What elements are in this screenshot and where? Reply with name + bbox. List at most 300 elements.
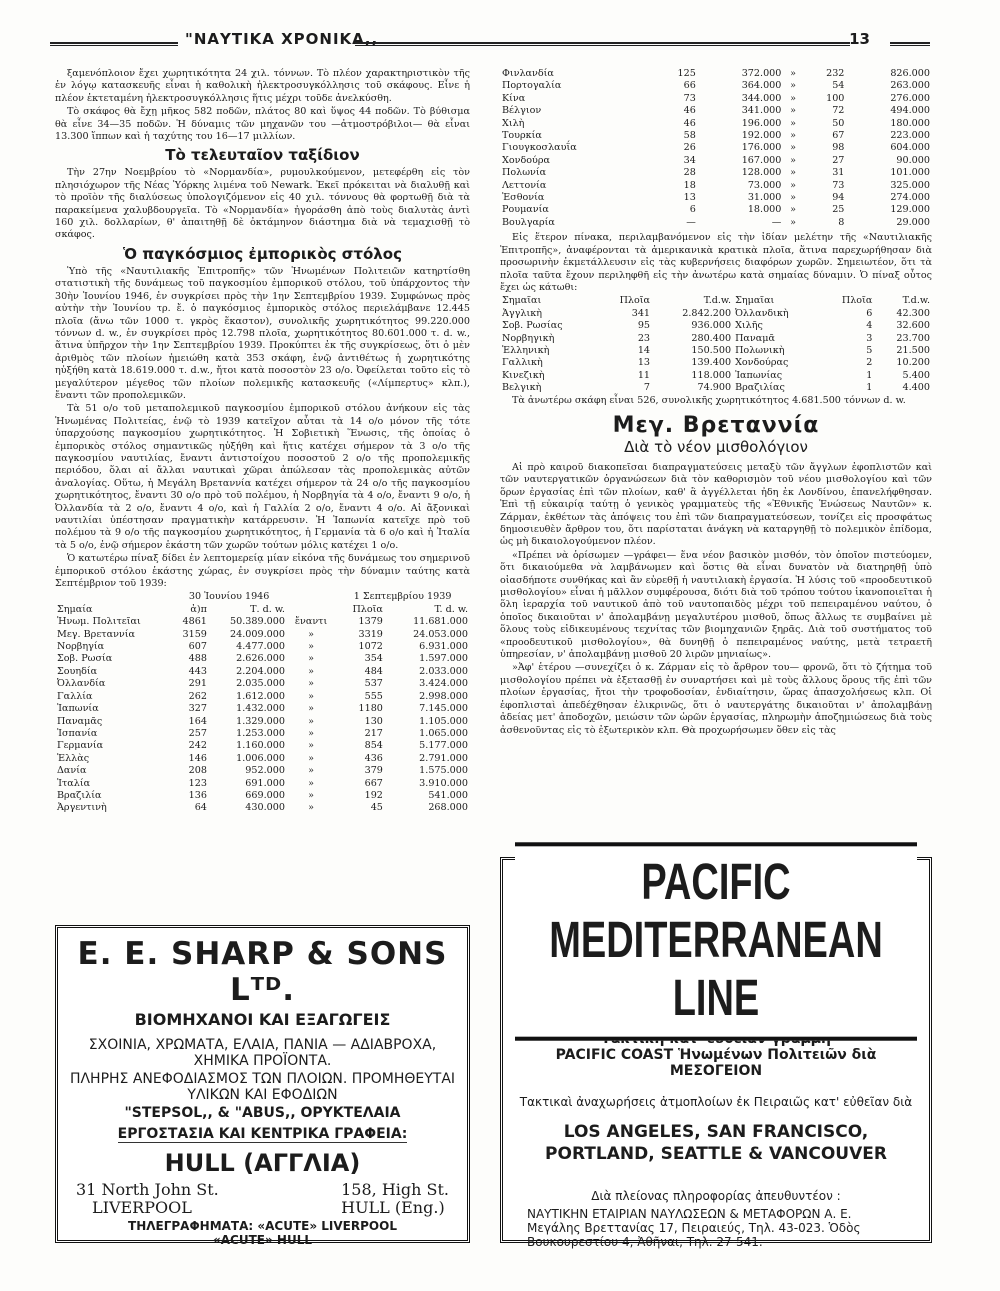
table-cell: Βελγικὴ: [502, 382, 542, 394]
table-cell: 130: [364, 715, 383, 727]
table-date-1946: 30 Ἰουνίου 1946: [188, 591, 270, 603]
page-header: [50, 30, 930, 52]
table-cell: Δανία: [57, 765, 87, 777]
table-cell: Φινλανδία: [502, 68, 554, 79]
table-row: [500, 155, 932, 167]
table-cell: »: [308, 628, 315, 640]
table-cell: Γερμανία: [57, 740, 104, 752]
table-row: [500, 357, 932, 369]
table-cell: 118.000: [691, 369, 732, 381]
table-cell: 13: [637, 357, 651, 369]
table-cell: 18.000: [747, 204, 782, 216]
table-row: [55, 703, 470, 715]
us-ships-table: [500, 295, 932, 394]
table-cell: Σοβ. Ρωσίας: [502, 320, 563, 332]
table-cell: 26: [683, 142, 696, 154]
table-cell: 344.000: [741, 92, 782, 104]
table-cell: 42.300: [896, 307, 930, 319]
table-cell: 13: [683, 192, 696, 204]
table-row: [55, 778, 470, 790]
table-cell: 494.000: [890, 105, 930, 117]
table-row: [500, 320, 932, 332]
table-row: [55, 691, 470, 703]
table-header: Πλοῖα: [841, 295, 873, 307]
table-header: Σημαῖαι: [735, 295, 775, 307]
addresses: [58, 1181, 467, 1217]
table-cell: 276.000: [890, 92, 930, 104]
table-cell: 4.477.000: [236, 641, 285, 653]
table-cell: 691.000: [245, 777, 285, 789]
paragraph: ξαμενόπλοιον ἔχει χωρητικότητα 24 χιλ. τόννων. Τὸ πλέον χαρακτηριστικὸν τῆς ἐν λόγῳ κατασκευῆς εἶναι ἡ καθολικὴ ἠλεκτροσυγκόλλησις τοῦ σκάφους. Εἶνε ἡ πλέον ἐκτεταμένη ἠλεκτροσυγκόλλησις ἥτις μέχρι τοῦδε ἀνελκύσθη.: [55, 68, 470, 104]
table-cell: 192: [364, 789, 383, 801]
paragraph: Εἰς ἕτερον πίνακα, περιλαμβανόμενον εἰς τὴν ἰδίαν μελέτην τῆς «Ναυτιλιακῆς Ἐπιτροπῆς», ἀναφέρονται τὰ ἀμερικανικὰ κρατικὰ πλοῖα, ἅτινα παρεχωρήθησαν διὰ προσωρινὴν ἐκμετάλλευσιν εἰς τὰς κυβερνήσεις διαφόρων χωρῶν. Σημειωτέον, ὅτι τὰ πλοῖα ταῦτα ἔχουν περιληφθῆ εἰς τὴν ἀνωτέρω κατὰ σημαίας δύναμιν. Ὁ πίναξ οὗτος ἔχει ὡς κάτωθι:: [500, 232, 932, 293]
table-cell: 223.000: [890, 130, 930, 142]
table-cell: 274.000: [890, 192, 930, 204]
table-cell: »: [308, 802, 315, 814]
table-cell: 50.389.000: [230, 616, 285, 628]
table-cell: 1: [866, 369, 873, 381]
table-cell: Πορτογαλία: [502, 80, 562, 92]
table-cell: 29.000: [896, 216, 930, 228]
table-cell: »: [790, 192, 796, 204]
table-cell: »: [308, 727, 315, 739]
table-cell: 23: [637, 332, 651, 344]
table-cell: Ἰαπωνία: [57, 703, 99, 715]
table-row: [500, 308, 932, 320]
paragraph: »Ἀφ' ἑτέρου —συνεχίζει ὁ κ. Ζάρμαν εἰς τὸ ἄρθρον του— φρονῶ, ὅτι τὸ ζήτημα τοῦ μισθολογίου πρέπει νὰ ἐξετασθῇ ἐν συναρτήσει καὶ μὲ τοὺς ἄλλους ὅρους τῆς ἐπὶ τῶν πλοίων ἐργασίας, ἤτοι τὴν τροφοδοσίαν, ἐνδιαίτησιν, ὥρας ἀπασχολήσεως κλπ. Οἱ ἐφοπλισταὶ ἀπεδέχθησαν ἐλικρινῶς, ὅτι ὁ ναυτεργάτης δικαιοῦται ν' ἀπολαμβάνῃ ἀδείας μετ' ἀποδοχῶν, μειώσιν τῶν ὡρῶν ἐργασίας, πληρωμὴν ἀποζημιώσεως διὰ τοὺς ἀσθενοῦντας εἰς τὸ ἐξωτερικὸν κλπ. Θὰ προχωρήσωμεν ὅθεν εἰς τὰς: [500, 662, 932, 736]
table-cell: 8: [838, 216, 845, 228]
table-date-1939: 1 Σεπτεμβρίου 1939: [353, 591, 452, 603]
table-cell: 176.000: [741, 142, 782, 154]
table-cell: 826.000: [890, 68, 930, 79]
table-header: Πλοῖα: [352, 603, 383, 615]
table-cell: 667: [364, 777, 383, 789]
table-cell: 484: [364, 665, 383, 677]
table-cell: »: [790, 154, 796, 166]
table-header: Πλοῖα: [619, 295, 651, 307]
table-cell: Μεγ. Βρεταννία: [57, 628, 135, 640]
ad-firm: ΝΑΥΤΙΚΗΝ ΕΤΑΙΡΙΑΝ ΝΑΥΛΩΣΕΩΝ & ΜΕΤΑΦΟΡΩΝ Α. Ε. Μεγάλης Βρεττανίας 17, Πειραιεύς, Τηλ. 43-023. Ὁδὸς Βουκουρεστίου 4, Ἀθῆναι, Τηλ. 27-541.: [527, 1207, 861, 1249]
table-cell: 555: [364, 690, 383, 702]
table-cell: 45: [370, 802, 383, 814]
table-cell: 1: [866, 382, 873, 394]
table-row: [55, 802, 470, 814]
table-row: [55, 641, 470, 653]
table-cell: Χονδούρα: [502, 154, 550, 166]
table-cell: Χιλὴ: [502, 117, 525, 129]
table-row: [500, 180, 932, 192]
table-cell: Ἰταλία: [57, 777, 91, 789]
sharp-sons-advertisement: [55, 925, 470, 1247]
table-cell: 123: [188, 777, 207, 789]
table-cell: 669.000: [245, 789, 285, 801]
table-cell: »: [308, 715, 315, 727]
table-cell: 537: [364, 678, 383, 690]
table-cell: 164: [188, 715, 207, 727]
table-cell: »: [790, 117, 796, 129]
table-cell: 31: [832, 167, 845, 179]
table-cell: 3319: [358, 628, 383, 640]
table-cell: 5.400: [902, 369, 930, 381]
ad-line: ΣΧΟΙΝΙΑ, ΧΡΩΜΑΤΑ, ΕΛΑΙΑ, ΠΑΝΙΑ — ΑΔΙΑΒΡΟΧΑ, ΧΗΜΙΚΑ ΠΡΟΪΟΝΤΑ.: [88, 1037, 437, 1069]
table-cell: 1.006.000: [236, 752, 285, 764]
paragraph: «Πρέπει νὰ ὁρίσωμεν —γράφει— ἕνα νέον βασικὸν μισθόν, τὸν ὁποῖον πιστεύομεν, ὅτι δικαιούμεθα νὰ λαμβάνωμεν καὶ ὅστις θὰ εἶναι δυνατὸν νὰ διατηρηθῇ ὑπὸ οἱασδήποτε συνθήκας καὶ ἂν εὑρεθῇ ἡ ναυτιλιακὴ ἐργασία. Ἡ λύσις τοῦ «προοδευτικοῦ μισθολογίου» εἶναι ἡ μᾶλλον συμφέρουσα, διότι διὰ τοῦ τρόπου τούτου ἱκανοποιεῖται ἡ ὅλη ἱεραρχία τοῦ ναυτικοῦ ἀπὸ τοῦ ναυτοπαιδὸς μέχρι τοῦ πεπειραμένου ναύτου, ὁ ὁποῖος δικαιοῦται ν' ἀπολαμβάνῃ μεγαλυτέρου μισθοῦ, ὅπως ἄλλως τε συμβαίνει μὲ ὅλους τοὺς εἰδικευμένους τεχνίτας τῶν βιομηχανιῶν ξηρᾶς. Διὰ τοῦ συστήματος τοῦ «προοδευτικοῦ μισθολογίου», θὰ δυνηθῇ ὁ πεπειραμένος ναύτης, μετὰ τετραετῆ ὑπηρεσίαν, ν' ἀπολαμβάνῃ μισθοῦ 20 λιρῶν μηνιαίως».: [500, 549, 932, 661]
address-line: 158, High St.: [341, 1180, 449, 1199]
table-cell: Πολωνία: [502, 167, 547, 179]
table-cell: 129.000: [890, 204, 930, 216]
table-cell: 21.500: [896, 344, 930, 356]
table-cell: 1.329.000: [236, 715, 285, 727]
paragraph: Τὸ σκάφος θὰ ἔχῃ μῆκος 582 ποδῶν, πλάτος 80 καὶ ὕψος 44 ποδῶν. Τὸ βύθισμα θὰ εἶνε 34—35 ποδῶν. Ἡ δύναμις τῶν μηχανῶν του —ἀτμοστρόβιλοι— θὰ εἶναι 13.300 ἵππων καὶ ἡ ταχύτης του 16—17 μιλλίων.: [55, 106, 470, 143]
telegraph-line: «ACUTE» HULL: [213, 1233, 312, 1247]
table-row: [500, 370, 932, 382]
table-cell: 952.000: [245, 765, 285, 777]
table-cell: 90.000: [896, 154, 930, 166]
ad-banner: PACIFIC MEDITERRANEAN LINE: [515, 842, 917, 1040]
table-cell: 32.600: [896, 320, 930, 332]
pacific-line-advertisement: [500, 854, 932, 1249]
table-cell: 18: [683, 179, 696, 191]
table-cell: Ἀργεντινὴ: [57, 802, 107, 814]
table-cell: Χιλῆς: [735, 320, 763, 332]
table-cell: 5: [866, 344, 873, 356]
table-cell: 280.400: [691, 332, 732, 344]
table-row: [55, 728, 470, 740]
table-cell: Ἡνωμ. Πολιτεῖαι: [57, 616, 141, 628]
table-cell: »: [790, 216, 796, 228]
table-cell: 443: [188, 665, 207, 677]
table-cell: Ἐσθονία: [502, 192, 545, 204]
ad-line: PACIFIC COAST Ἡνωμένων Πολιτειῶν διὰ: [555, 1047, 877, 1063]
left-column: [55, 68, 470, 815]
table-cell: 379: [364, 765, 383, 777]
section-heading: Ὁ παγκόσμιος ἐμπορικὸς στόλος: [122, 244, 403, 263]
article-title: Μεγ. Βρεταννία: [612, 412, 820, 438]
table-row: [500, 118, 932, 130]
table-cell: 257: [188, 727, 207, 739]
table-cell: 1180: [358, 703, 383, 715]
table-cell: 341.000: [741, 105, 782, 117]
table-cell: 67: [832, 130, 845, 142]
table-cell: 98: [832, 142, 845, 154]
table-header: T. d. w.: [434, 603, 468, 615]
table-cell: 2: [866, 357, 873, 369]
table-cell: 2.033.000: [419, 665, 468, 677]
fleet-table: [55, 591, 470, 814]
table-cell: 1.160.000: [236, 740, 285, 752]
table-cell: 488: [188, 653, 207, 665]
table-cell: 31.000: [747, 192, 782, 204]
table-cell: 854: [364, 740, 383, 752]
table-header: Τ. d. w.: [250, 603, 285, 615]
table-cell: Βέλγιον: [502, 105, 542, 117]
table-cell: —: [771, 216, 782, 228]
ad-cities: PORTLAND, SEATTLE & VANCOUVER: [545, 1144, 887, 1164]
table-cell: Κινεζικὴ: [502, 369, 545, 381]
table-row: [500, 105, 932, 117]
table-row: [500, 130, 932, 142]
right-column: [500, 68, 932, 738]
table-row: [500, 382, 932, 394]
table-row: [500, 142, 932, 154]
table-row: [55, 666, 470, 678]
paragraph: Αἱ πρὸ καιροῦ διακοπεῖσαι διαπραγματεύσεις μεταξὺ τῶν ἄγγλων ἐφοπλιστῶν καὶ τῶν ναυτεργατικῶν ὀργανώσεων διὰ τὸν καθορισμὸν τοῦ νέου μισθολογίου καὶ τῶν ὅρων ἐργασίας ἐπὶ τῶν πλοίων, καθ' ἃ ἀγγέλλεται ἠδη ἐκ Λονδίνου, ἐπανελήφθησαν. Ἐπὶ τῇ εὐκαιρίᾳ ταύτῃ ὁ γενικὸς γραμματεὺς τῆς «Ἐθνικῆς Ἑνώσεως Ναυτῶν» κ. Ζάρμαν, ἐκθέτων τὰς ἀπόψεις του ἐπὶ τῶν διαπραγματεύσεων, τονίζει εἰς προσφάτως δημοσιευθὲν ἄρθρον του, ὅτι παρίσταται ἀνάγκη νὰ καταργηθῇ τὸ πολεμικὸν ἐπίδομα, ὡς μὴ δικαιολογούμενον πλέον.: [500, 461, 932, 548]
table-cell: 64: [194, 802, 207, 814]
table-cell: 66: [683, 80, 696, 92]
table-cell: Λεττονία: [502, 179, 547, 191]
table-row: [500, 333, 932, 345]
table-cell: 2.626.000: [236, 653, 285, 665]
table-cell: 6: [866, 307, 873, 319]
table-cell: ἔναντι: [294, 616, 328, 628]
paragraph: Τὴν 27ην Νοεμβρίου τὸ «Νορμανδία», ρυμουλκούμενον, μετεφέρθη εἰς τὸν πλησιόχωρον τῆς Νέας Ὑόρκης λιμένα τοῦ Newark. Ἐκεῖ πρόκειται νὰ διαλυθῇ καὶ τὸ προϊὸν τῆς διαλύσεως ὑπολογιζόμενον εἰς 40 χιλ. τόννους θὰ φορτωθῇ διὰ τὰ παρακείμενα χαλυβδουργεῖα. Τὸ «Νορμανδία» ἠγοράσθη ἀπὸ τοὺς διαλυτὰς ἀντὶ 160 χιλ. δολλαρίων, θ' ἀπαιτηθῇ δὲ ὀκτάμηνον διάστημα διὰ νὰ τεμαχισθῇ τὸ σκάφος.: [55, 167, 470, 241]
table-cell: »: [308, 777, 315, 789]
table-header: ἀ)π: [190, 603, 207, 615]
table-cell: »: [790, 80, 796, 92]
table-cell: »: [308, 752, 315, 764]
table-cell: 25: [832, 204, 845, 216]
table-cell: »: [308, 765, 315, 777]
address-line: LIVERPOOL: [92, 1198, 192, 1217]
table-row: [55, 716, 470, 728]
table-cell: Ἰσπανία: [57, 727, 98, 739]
table-row: [500, 204, 932, 216]
table-cell: »: [308, 678, 315, 690]
table-cell: 2.842.200: [682, 307, 732, 319]
table-cell: Παναμᾶ: [735, 332, 775, 344]
table-cell: »: [790, 204, 796, 216]
table-cell: Γαλλία: [57, 690, 93, 702]
header-rule-right: [890, 42, 930, 46]
table-row: [500, 345, 932, 357]
table-cell: 128.000: [741, 167, 782, 179]
table-cell: »: [790, 142, 796, 154]
table-row: [55, 765, 470, 777]
table-cell: 150.500: [691, 344, 732, 356]
table-cell: 208: [188, 765, 207, 777]
ad-cities: LOS ANGELES, SAN FRANCISCO,: [563, 1122, 869, 1142]
table-cell: 34: [683, 154, 696, 166]
table-cell: »: [308, 690, 315, 702]
ad-line: ΜΕΣΟΓΕΙΟΝ: [669, 1063, 763, 1079]
table-cell: 72: [832, 105, 845, 117]
table-cell: 3: [866, 332, 873, 344]
table-cell: »: [790, 167, 796, 179]
table-cell: »: [308, 653, 315, 665]
table-cell: 139.400: [691, 357, 732, 369]
table-cell: 1379: [358, 616, 383, 628]
table-cell: 28: [683, 167, 696, 179]
table-cell: 24.053.000: [413, 628, 468, 640]
table-cell: 291: [188, 678, 207, 690]
table-row: [55, 678, 470, 690]
table-cell: 73: [683, 92, 696, 104]
table-cell: Βραζιλίας: [735, 382, 785, 394]
table-cell: »: [790, 130, 796, 142]
table-row: [55, 653, 470, 665]
table-row: [500, 80, 932, 92]
table-header: Σημαῖαι: [502, 295, 542, 307]
table-cell: Ἑλλὰς: [57, 752, 90, 764]
publication-title: "ΝΑΥΤΙΚΑ ΧΡΟΝΙΚΑ,,: [185, 30, 379, 48]
table-cell: »: [790, 179, 796, 191]
table-cell: 11: [637, 369, 651, 381]
section-heading: Τὸ τελευταῖον ταξίδιον: [165, 146, 360, 165]
table-cell: 2.998.000: [419, 690, 468, 702]
table-cell: 14: [637, 344, 651, 356]
table-cell: 46: [683, 105, 696, 117]
table-cell: 125: [677, 68, 696, 79]
table-cell: 74.900: [697, 382, 732, 394]
table-cell: 3159: [182, 628, 207, 640]
table-cell: 936.000: [691, 320, 732, 332]
table-cell: 10.200: [896, 357, 930, 369]
table-cell: 101.000: [890, 167, 930, 179]
table-cell: 1072: [358, 641, 383, 653]
table-cell: 541.000: [428, 789, 468, 801]
table-cell: Ὀλλανδικὴ: [735, 307, 789, 319]
table-row: [55, 616, 470, 628]
table-cell: Σοβ. Ρωσία: [57, 653, 113, 665]
table-cell: 430.000: [245, 802, 285, 814]
table-cell: 58: [683, 130, 696, 142]
table-cell: 4.400: [902, 382, 930, 394]
ad-city: HULL (ΑΓΓΛΙΑ): [164, 1149, 361, 1177]
table-cell: 607: [188, 641, 207, 653]
table-cell: 232: [826, 68, 845, 79]
table-cell: 146: [188, 752, 207, 764]
paragraph: Ὑπὸ τῆς «Ναυτιλιακῆς Ἐπιτροπῆς» τῶν Ἡνωμένων Πολιτειῶν κατηρτίσθη στατιστικὴ τῆς δυνάμεως τοῦ παγκοσμίου ἐμπορικοῦ στόλου, τοῦ ὑπάρχοντος τὴν 30ὴν Ἰουνίου 1946, ἐν συγκρίσει πρὸς τὴν 1ην Σεπτεμβρίου 1939. Συμφώνως πρὸς αὐτὴν τὴν Ἰουνίου τρ. ἔ. ὁ παγκόσμιος ἐμπορικὸς στόλος περιελάμβανε 12.445 πλοῖα (ἄνω τῶν 1000 τ. γκρὸς ἕκαστον), συνολικῆς χωρητικότητος 99.220.000 τόννων d. w., ἐν συγκρίσει πρὸς 12.798 πλοῖα, χωρητικότητος 80.601.000 τ. d. w., ἅτινα ὑπῆρχον τὴν 1ην Σεπτεμβρίου 1939. Προκύπτει ἐκ τῆς συγκρίσεως, ὅτι ὁ μὲν ἀριθμὸς τῶν πλοίων ἠμειώθη κατὰ 353 σκάφη, ἐνῷ ἀντιθέτως ἡ χωρητικότης ηὐξήθη κατὰ 18.619.000 τ. d.w., ἤτοι κατὰ ποσοστὸν 23 ο/ο. Ὀφείλεται τοῦτο εἰς τὸ μεγαλύτερον μέγεθος τῶν πλοίων πολεμικῆς κατασκευῆς («Λίμπερτυς» κλπ.), ἔναντι τῶν προπολεμικῶν.: [55, 265, 470, 401]
table-header: T.d.w.: [703, 295, 732, 307]
table-row: [500, 167, 932, 179]
table-cell: 3.424.000: [419, 678, 468, 690]
table-cell: 11.681.000: [413, 616, 468, 628]
ad-line: "STEPSOL,, & "ABUS,, ΟΡΥΚΤΕΛΑΙΑ: [124, 1105, 401, 1121]
table-cell: 7: [643, 382, 651, 394]
table-cell: 1.253.000: [236, 727, 285, 739]
table-cell: »: [308, 740, 315, 752]
table-cell: Γιουγκοσλαυΐα: [502, 142, 577, 154]
paragraph: Τὰ ἀνωτέρω σκάφη εἶναι 526, συνολικῆς χωρητικότητος 4.681.500 τόννων d. w.: [512, 394, 906, 406]
table-row: [500, 192, 932, 204]
table-cell: 1.105.000: [419, 715, 468, 727]
ad-line: Διὰ πλείονας πληροφορίας ἀπευθυντέον :: [591, 1189, 841, 1203]
table-cell: »: [308, 789, 315, 801]
table-cell: »: [308, 641, 315, 653]
table-row: [55, 753, 470, 765]
address-line: 31 North John St.: [76, 1180, 219, 1199]
table-cell: Χονδούρας: [735, 357, 789, 369]
company-name: E. E. SHARP & SONS Lᵀᴰ.: [77, 936, 448, 1008]
table-header: T.d.w.: [902, 295, 930, 307]
table-cell: 73: [832, 179, 845, 191]
table-cell: 136: [188, 789, 207, 801]
table-cell: 268.000: [428, 802, 468, 814]
table-cell: 24.009.000: [230, 628, 285, 640]
ad-line: ΠΛΗΡΗΣ ΑΝΕΦΟΔΙΑΣΜΟΣ ΤΩΝ ΠΛΟΙΩΝ. ΠΡΟΜΗΘΕΥΤΑΙ ΥΛΙΚΩΝ ΚΑΙ ΕΦΟΔΙΩΝ: [69, 1071, 456, 1103]
telegraph-line: ΤΗΛΕΓΡΑΦΗΜΑΤΑ: «ACUTE» LIVERPOOL: [128, 1219, 397, 1233]
table-row: [55, 629, 470, 641]
ad-line: ΒΙΟΜΗΧΑΝΟΙ ΚΑΙ ΕΞΑΓΩΓΕΙΣ: [134, 1010, 391, 1029]
table-cell: 1.065.000: [419, 727, 468, 739]
table-cell: »: [308, 703, 315, 715]
table-row: [500, 68, 932, 80]
table-cell: Ἰαπωνίας: [735, 369, 783, 381]
ad-line: Τακτικαὶ ἀναχωρήσεις ἀτμοπλοίων ἐκ Πειραιῶς κατ' εὐθεῖαν διὰ: [519, 1095, 913, 1109]
table-cell: Σουηδία: [57, 665, 98, 677]
table-cell: 50: [832, 117, 845, 129]
table-cell: »: [790, 68, 796, 79]
page-number: 13: [849, 30, 870, 48]
table-cell: Ρουμανία: [502, 204, 549, 216]
table-cell: 73.000: [747, 179, 782, 191]
table-cell: 604.000: [890, 142, 930, 154]
table-cell: Τουρκία: [502, 130, 542, 142]
table-cell: Βραζιλία: [57, 789, 102, 801]
table-cell: 217: [364, 727, 383, 739]
table-cell: 242: [188, 740, 207, 752]
table-cell: 2.035.000: [236, 678, 285, 690]
table-cell: 2.204.000: [236, 665, 285, 677]
table-cell: 1.597.000: [419, 653, 468, 665]
table-cell: 23.700: [896, 332, 930, 344]
table-cell: 4: [866, 320, 873, 332]
table-cell: Παναμᾶς: [57, 715, 103, 727]
table-cell: Ἑλληνικὴ: [502, 344, 550, 356]
table-cell: 341: [631, 307, 651, 319]
table-cell: 7.145.000: [419, 703, 468, 715]
table-header: Σημαία: [57, 603, 93, 615]
table-cell: 6: [689, 204, 696, 216]
table-cell: 95: [637, 320, 651, 332]
table-cell: 192.000: [741, 130, 782, 142]
paragraph: Ὁ κατωτέρω πίναξ δίδει ἐν λεπτομερείᾳ μίαν εἰκόνα τῆς δυνάμεως του σημερινοῦ ἐμπορικοῦ στόλου ἑκάστης χώρας, ἐν συγκρίσει πρὸς τὴν δύναμιν ταύτης κατὰ Σεπτέμβριον τοῦ 1939:: [55, 553, 470, 590]
table-cell: 167.000: [741, 154, 782, 166]
table-cell: 325.000: [890, 179, 930, 191]
paragraph: Τὰ 51 ο/ο τοῦ μεταπολεμικοῦ παγκοσμίου ἐμπορικοῦ στόλου ἀνήκουν εἰς τὰς Ἡνωμένας Πολιτείας, ἐνῷ τὸ 1939 κατεῖχον αὗται τὰ 14 ο/ο μόνον τῆς τότε ὑπαρχούσης παγκοσμίου χωρητικότητος. Ἡ Σοβιετικὴ Ἕνωσις, τῆς ὁποίας ὁ ἐμπορικὸς στόλος σημαντικῶς ηὐξήθη καὶ ἥτις κατέχει σήμερον τὰ 3 ο/ο τῆς παγκοσμίου ναυτιλίας, ἔναντι ἀντιστοίχου ποσοστοῦ 2 ο/ο τῆς προπολεμικῆς περιόδου, ὅλαι αἱ ἄλλαι ναυτικαὶ χῶραι ἀπώλεσαν τὰς προπολεμικὰς αὐτῶν ἀναλογίας. Οὕτω, ἡ Μεγάλη Βρεταννία κατέχει σήμερον τὰ 24 ο/ο τῆς παγκοσμίου χωρητικότητος, ἔναντι 30 ο/ο πρὸ τοῦ πολέμου, ἡ Νορβηγία τὰ 4 ο/ο, ἔναντι 9 ο/ο, ἡ Ὀλλανδία τὰ 2 ο/ο, ἔναντι 4 ο/ο, καὶ ἡ Γαλλία 2 ο/ο, ἔναντι 4 ο/ο. Αἱ ἄξονικαὶ ναυτιλίαι ὑπέστησαν πραγματικὴν κατάρρευσιν. Ἡ Ἰαπωνία κατεῖχε πρὸ τοῦ πολέμου τὰ 9 ο/ο τῆς παγκοσμίου χωρητικότητος, ἡ Γερμανία τὰ 6 ο/ο καὶ ἡ Ἰταλία τὰ 5 ο/ο, ἐνῷ σήμερον ἑκάστη τῶν χωρῶν τούτων μόλις κατέχει 1 ο/ο.: [55, 403, 470, 551]
table-cell: 327: [188, 703, 207, 715]
table-cell: Ἀγγλικὴ: [502, 307, 542, 319]
table-cell: 54: [832, 80, 845, 92]
table-row: [55, 790, 470, 802]
table-cell: 46: [683, 117, 696, 129]
table-cell: 196.000: [741, 117, 782, 129]
table-cell: 2.791.000: [419, 752, 468, 764]
table-cell: 1.612.000: [236, 690, 285, 702]
table-row: [55, 740, 470, 752]
table-cell: 94: [832, 192, 845, 204]
table-cell: 263.000: [890, 80, 930, 92]
table-row: [500, 217, 932, 229]
table-cell: »: [790, 92, 796, 104]
address-line: HULL (Eng.): [341, 1198, 445, 1217]
table-cell: 6.931.000: [419, 641, 468, 653]
table-cell: —: [686, 216, 696, 228]
table-cell: 364.000: [741, 80, 782, 92]
header-rule-middle: [355, 42, 850, 46]
ad-line: ΕΡΓΟΣΤΑΣΙΑ ΚΑΙ ΚΕΝΤΡΙΚΑ ΓΡΑΦΕΙΑ:: [117, 1126, 408, 1142]
table-cell: 1.575.000: [419, 765, 468, 777]
table-cell: 1.432.000: [236, 703, 285, 715]
table-cell: 354: [364, 653, 383, 665]
table-cell: 5.177.000: [419, 740, 468, 752]
table-cell: Νορβηγία: [57, 641, 105, 653]
table-cell: 27: [832, 154, 845, 166]
table-cell: »: [308, 665, 315, 677]
table-cell: Κίνα: [502, 92, 526, 104]
table-cell: 180.000: [890, 117, 930, 129]
table-cell: Βουλγαρία: [502, 216, 555, 228]
